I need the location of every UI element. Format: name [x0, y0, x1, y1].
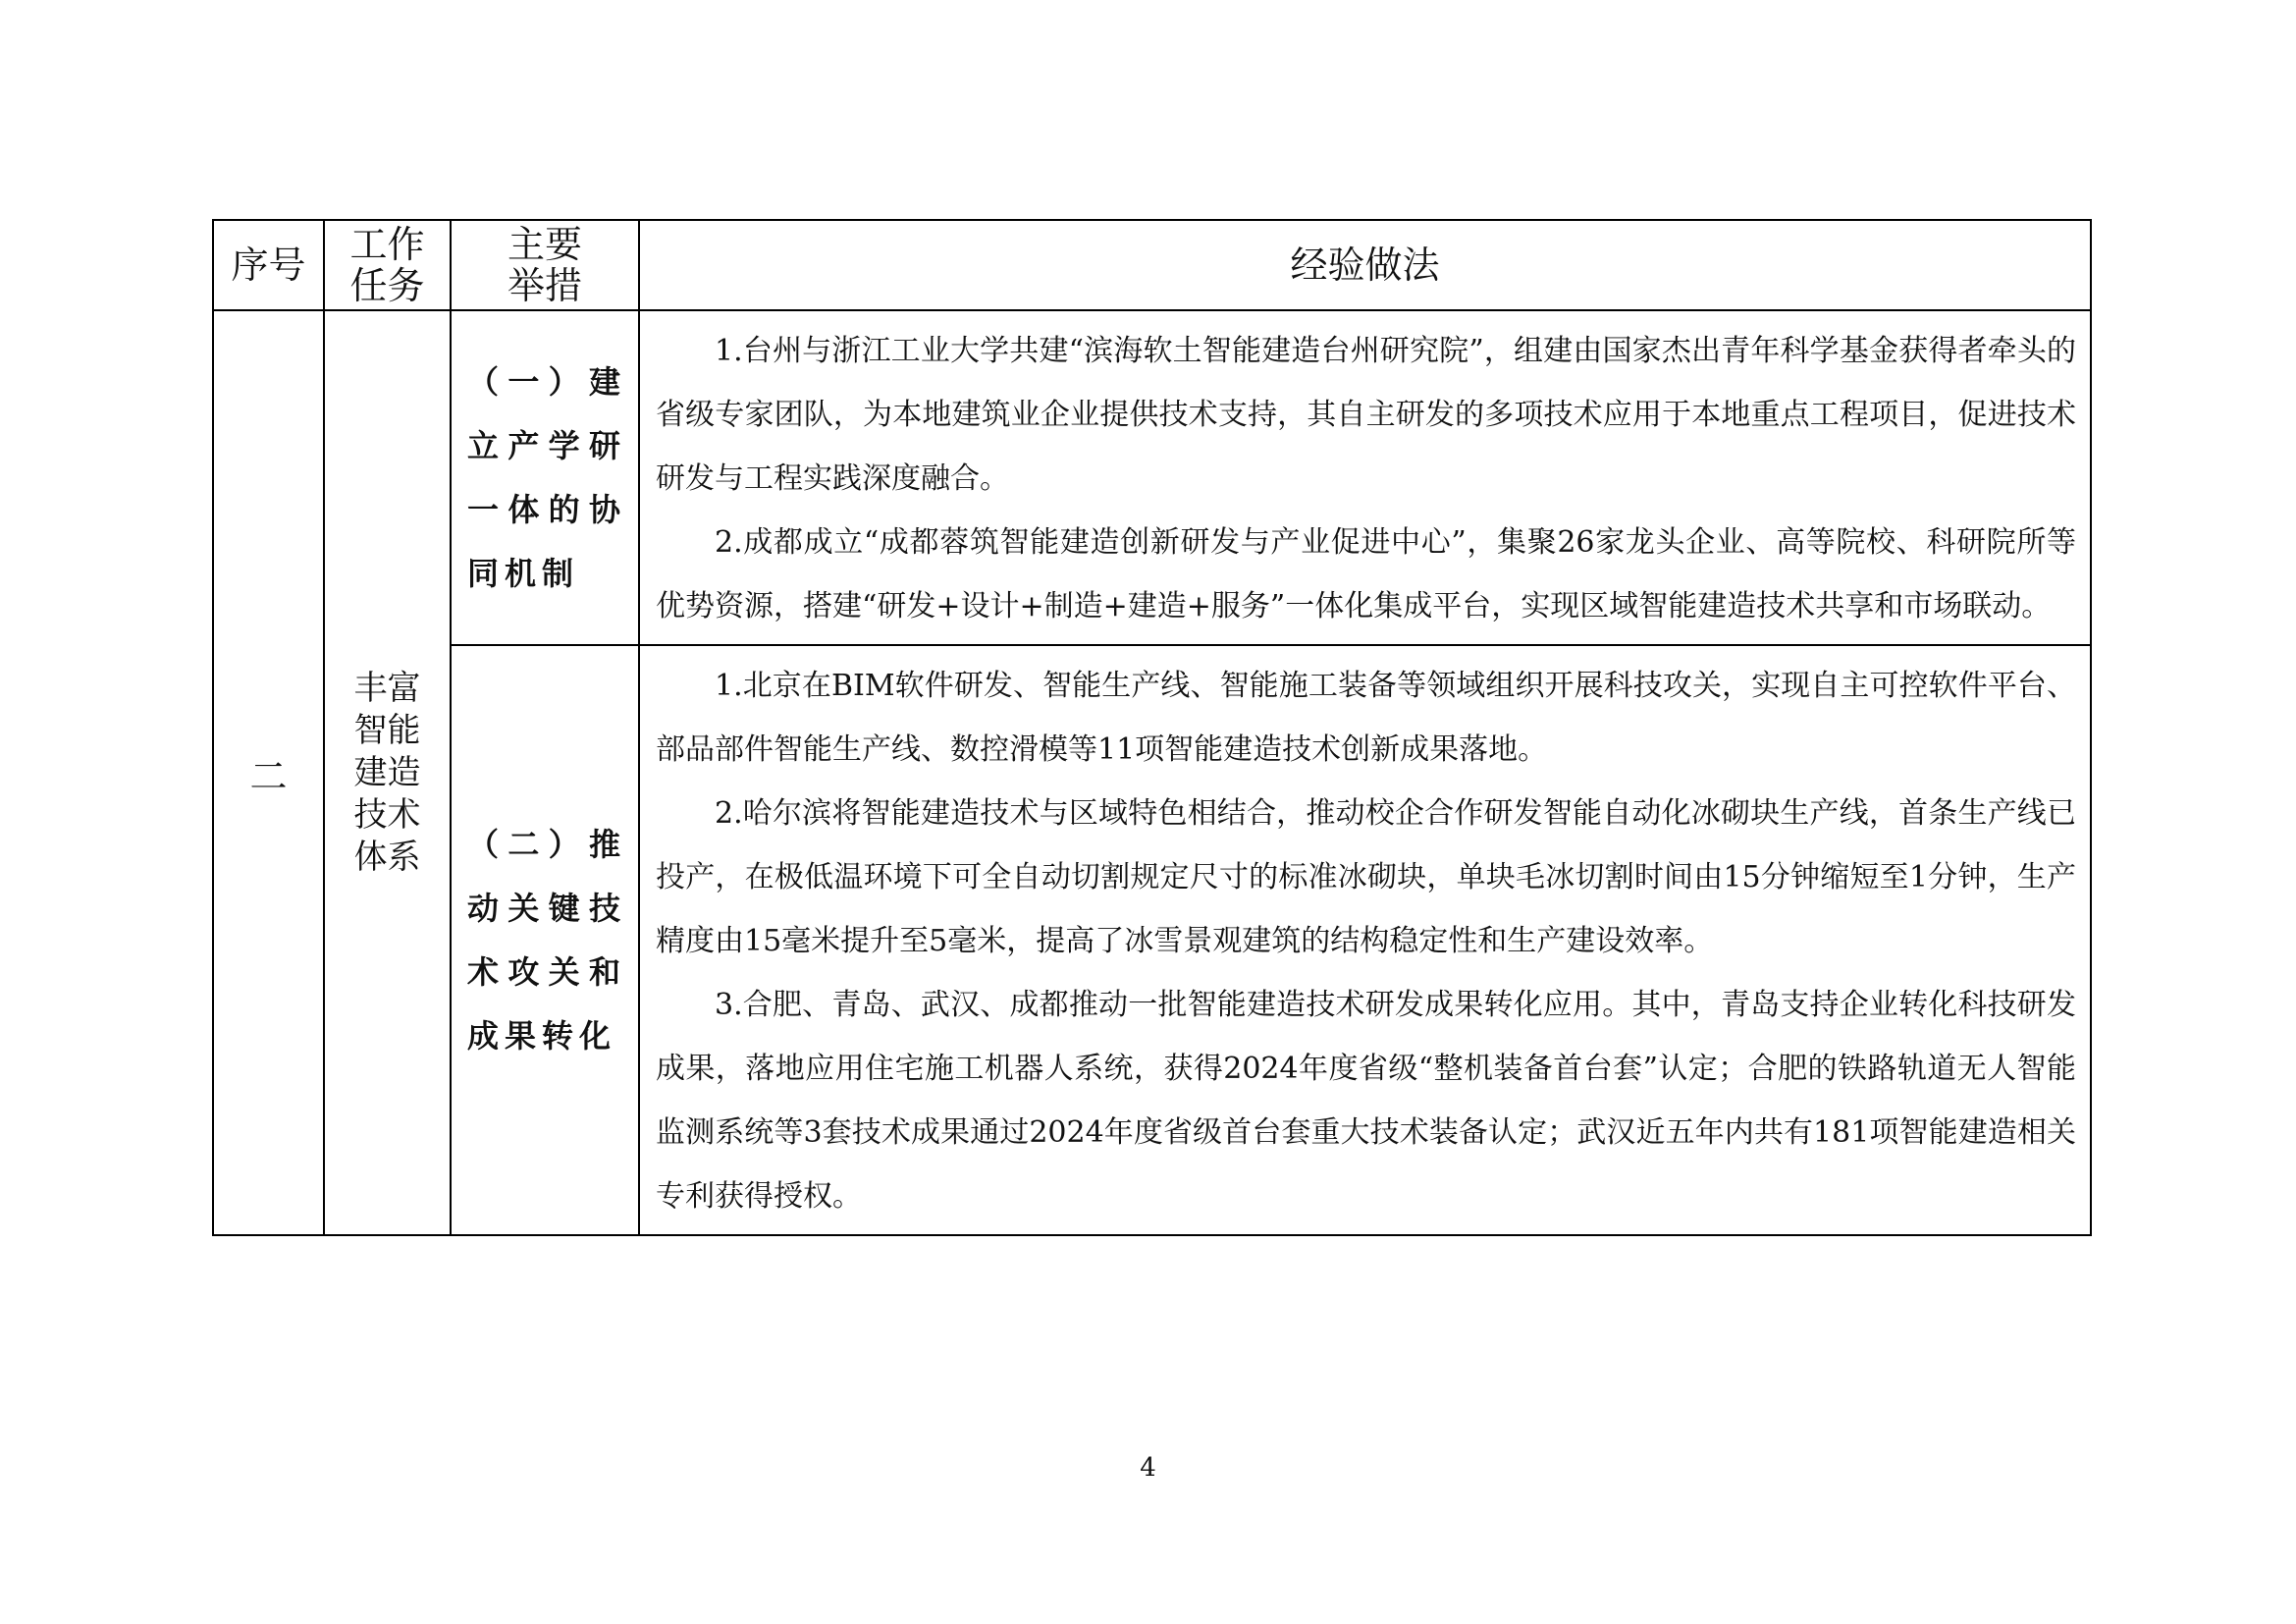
measure-1-experience	[639, 310, 2091, 645]
experience-paragraph: 2.哈尔滨将智能建造技术与区域特色相结合，推动校企合作研发智能自动化冰砌块生产线，首条生产线已投产，在极低温环境下可全自动切割规定尺寸的标准冰砌块，单块毛冰切割时间由15分钟缩短至1分钟，生产精度由15毫米提升至5毫米，提高了冰雪景观建筑的结构稳定性和生产建设效率。	[656, 796, 2076, 958]
experience-table	[212, 219, 2092, 1236]
experience-paragraph: 3.合肥、青岛、武汉、成都推动一批智能建造技术研发成果转化应用。其中，青岛支持企业转化科技研发成果，落地应用住宅施工机器人系统，获得2024年度省级“整机装备首台套”认定；合肥的铁路轨道无人智能监测系统等3套技术成果通过2024年度省级首台套重大技术装备认定；武汉近五年内共有181项智能建造相关专利获得授权。	[656, 988, 2076, 1214]
row-seq: 二	[213, 310, 324, 1235]
measure-1-title: （一）建立产学研一体的协同机制	[451, 310, 639, 645]
header-task	[324, 220, 451, 310]
measure-2-experience	[639, 645, 2091, 1235]
experience-paragraph: 2.成都成立“成都蓉筑智能建造创新研发与产业促进中心”，集聚26家龙头企业、高等院校、科研院所等优势资源，搭建“研发+设计+制造+建造+服务”一体化集成平台，实现区域智能建造技术共享和市场联动。	[656, 525, 2076, 623]
table-row	[213, 310, 2091, 645]
experience-paragraph: 1.北京在BIM软件研发、智能生产线、智能施工装备等领域组织开展科技攻关，实现自主可控软件平台、部品部件智能生产线、数控滑模等11项智能建造技术创新成果落地。	[656, 669, 2076, 767]
header-experience: 经验做法	[639, 220, 2091, 310]
experience-paragraph: 1.台州与浙江工业大学共建“滨海软土智能建造台州研究院”，组建由国家杰出青年科学基金获得者牵头的省级专家团队，为本地建筑业企业提供技术支持，其自主研发的多项技术应用于本地重点工程项目，促进技术研发与工程实践深度融合。	[656, 334, 2076, 496]
header-task-label: 工作任务	[349, 223, 425, 307]
header-measure	[451, 220, 639, 310]
header-seq: 序号	[213, 220, 324, 310]
row-task-label: 丰富智能建造技术体系	[353, 668, 421, 877]
table-row	[213, 645, 2091, 1235]
table-header-row	[213, 220, 2091, 310]
page-number: 4	[1140, 1453, 1156, 1483]
measure-2-title: （二）推动关键技术攻关和成果转化	[451, 645, 639, 1235]
row-task	[324, 310, 451, 1235]
header-measure-label: 主要举措	[507, 223, 582, 307]
